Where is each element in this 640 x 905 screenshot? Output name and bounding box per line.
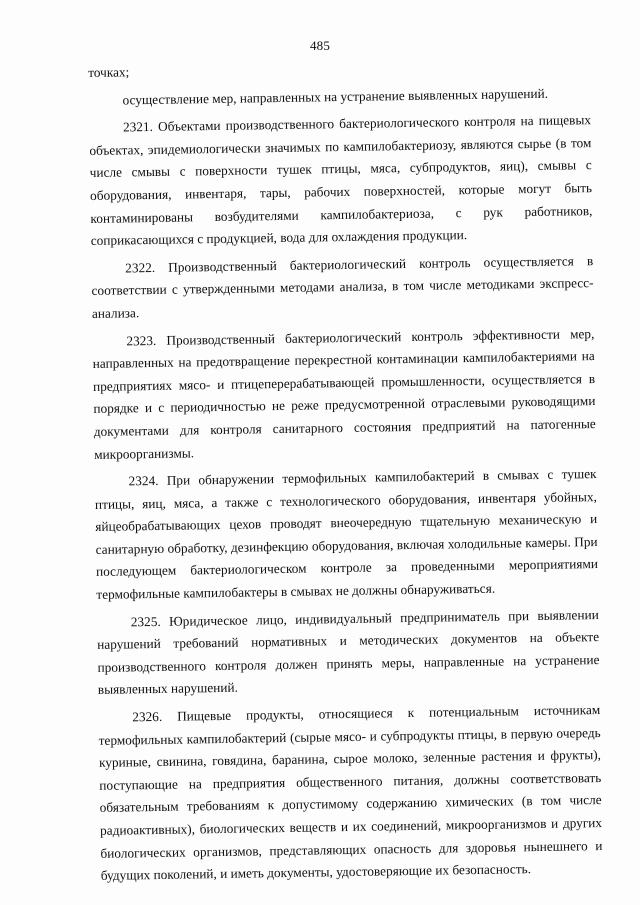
- page-number: 485: [309, 38, 331, 53]
- paragraph-2324: 2324. При обнаружении термофильных кампилобактерий в смывах с тушек птицы, яиц, мяса, а также с технологического оборудования, инвентаря убойных, яйцеобрабатывающих цехов проводят внеочередную тщательную механическую и санитарную обработку, дезинфекцию оборудования, включая холодильные камеры. При последующем бактериологическом контроле за проведенными мероприятиями термофильные кампилобактеры в смывах не должны обнаруживаться.: [94, 466, 599, 602]
- paragraph-2326: 2326. Пищевые продукты, относящиеся к потенциальным источникам термофильных кампилобактерий (сырые мясо- и субпродукты птицы, в первую очередь куриные, свинина, говядина, баранина, сырое молоко, зеленные растения и фрукты), поступающие на предприятия общественного питания, должны соответствовать обязательным требованиям к допустимому содержанию химических (в том числе радиоактивных), биологических веществ и их соединений, микроорганизмов и других биологических организмов, представляющих опасность для здоровья нынешнего и будущих поколений, и иметь документы, удостоверяющие их безопасность.: [98, 702, 603, 884]
- paragraph-2322: 2322. Производственный бактериологический контроль осуществляется в соответствии с утвержденными методами анализа, в том числе методиками экспресс-анализа.: [91, 252, 594, 321]
- paragraph-measures: осуществление мер, направленных на устранение выявленных нарушений.: [122, 85, 549, 108]
- paragraph-2321: 2321. Объектами производственного бактериологического контроля на пищевых объектах, эпидемиологически значимых по кампилобактериозу, являются сырье (в том числе смывы с поверхности тушек птицы, мяса, субпродуктов, яиц), смывы с оборудования, инвентаря, тары, рабочих поверхностей, которые могут быть контаминированы возбудителями кампилобактериоза, с рук работников, соприкасающихся с продукцией, вода для охлаждения продукции.: [89, 112, 593, 249]
- body-text: [88, 54, 603, 888]
- paragraph-2325: 2325. Юридическое лицо, индивидуальный предприниматель при выявлении нарушений требований нормативных и методических документов на объекте производственного контроля должен принять меры, направленные на устранение выявленных нарушений.: [97, 606, 600, 698]
- paragraph-2323: 2323. Производственный бактериологический контроль эффективности мер, направленных на предотвращение перекрестной контаминации кампилобактериями на предприятиях мясо- и птицеперерабатывающей промышленности, осуществляется в порядке и с периодичностью не реже предусмотренной отраслевыми руководящими документами для контроля санитарного состояния предприятий на патогенные микроорганизмы.: [92, 325, 596, 462]
- paragraph-continuation: точках;: [88, 64, 130, 80]
